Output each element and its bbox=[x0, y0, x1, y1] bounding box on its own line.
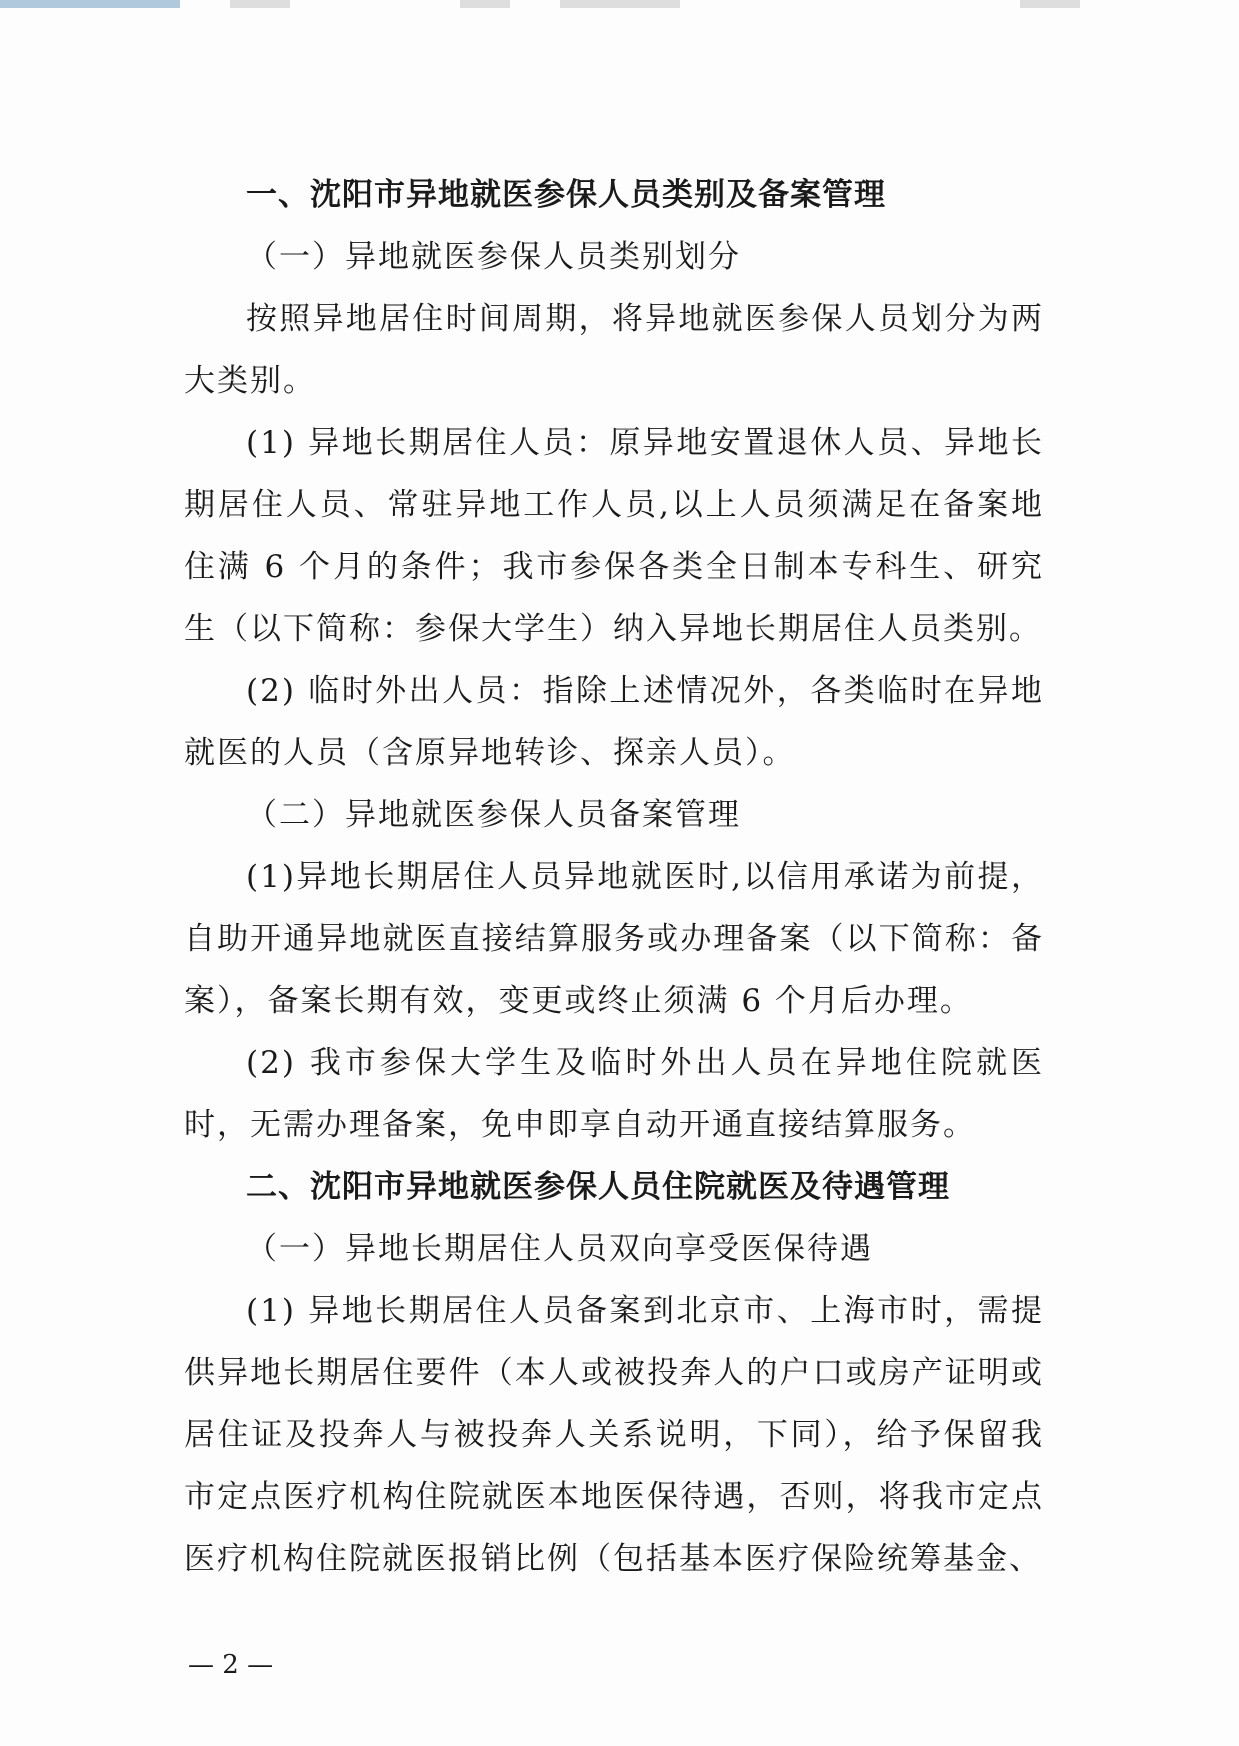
paragraph: (2) 临时外出人员：指除上述情况外，各类临时在异地就医的人员（含原异地转诊、探亲人员）。 bbox=[184, 673, 1044, 771]
page-number: — 2 — bbox=[188, 1650, 274, 1680]
scan-artifact bbox=[230, 0, 290, 8]
scan-artifact bbox=[560, 0, 680, 8]
paragraph: (2) 我市参保大学生及临时外出人员在异地住院就医时，无需办理备案，免申即享自动开通直接结算服务。 bbox=[184, 1045, 1044, 1143]
scan-artifact bbox=[460, 0, 510, 8]
scan-artifact bbox=[0, 0, 180, 8]
subsection-title: （一）异地就医参保人员类别划分 bbox=[246, 239, 741, 275]
paragraph: (1)异地长期居住人员异地就医时,以信用承诺为前提，自助开通异地就医直接结算服务或办理备案（以下简称：备案），备案长期有效，变更或终止须满 6 个月后办理。 bbox=[184, 859, 1044, 1019]
document-body bbox=[184, 164, 1044, 1590]
paragraph: 按照异地居住时间周期，将异地就医参保人员划分为两大类别。 bbox=[184, 301, 1044, 399]
paragraph: (1) 异地长期居住人员：原异地安置退休人员、异地长期居住人员、常驻异地工作人员,以上人员须满足在备案地住满 6 个月的条件；我市参保各类全日制本专科生、研究生（以下简称：参保大学生）纳入异地长期居住人员类别。 bbox=[184, 425, 1044, 647]
subsection-title: （二）异地就医参保人员备案管理 bbox=[246, 797, 741, 833]
section-heading: 一、沈阳市异地就医参保人员类别及备案管理 bbox=[246, 177, 886, 213]
subsection-title: （一）异地长期居住人员双向享受医保待遇 bbox=[246, 1231, 873, 1267]
scan-artifact bbox=[1020, 0, 1080, 8]
paragraph: (1) 异地长期居住人员备案到北京市、上海市时，需提供异地长期居住要件（本人或被投奔人的户口或房产证明或居住证及投奔人与被投奔人关系说明，下同），给予保留我市定点医疗机构住院就医本地医保待遇，否则，将我市定点医疗机构住院就医报销比例（包括基本医疗保险统筹基金、 bbox=[184, 1293, 1044, 1577]
section-heading: 二、沈阳市异地就医参保人员住院就医及待遇管理 bbox=[246, 1169, 950, 1205]
